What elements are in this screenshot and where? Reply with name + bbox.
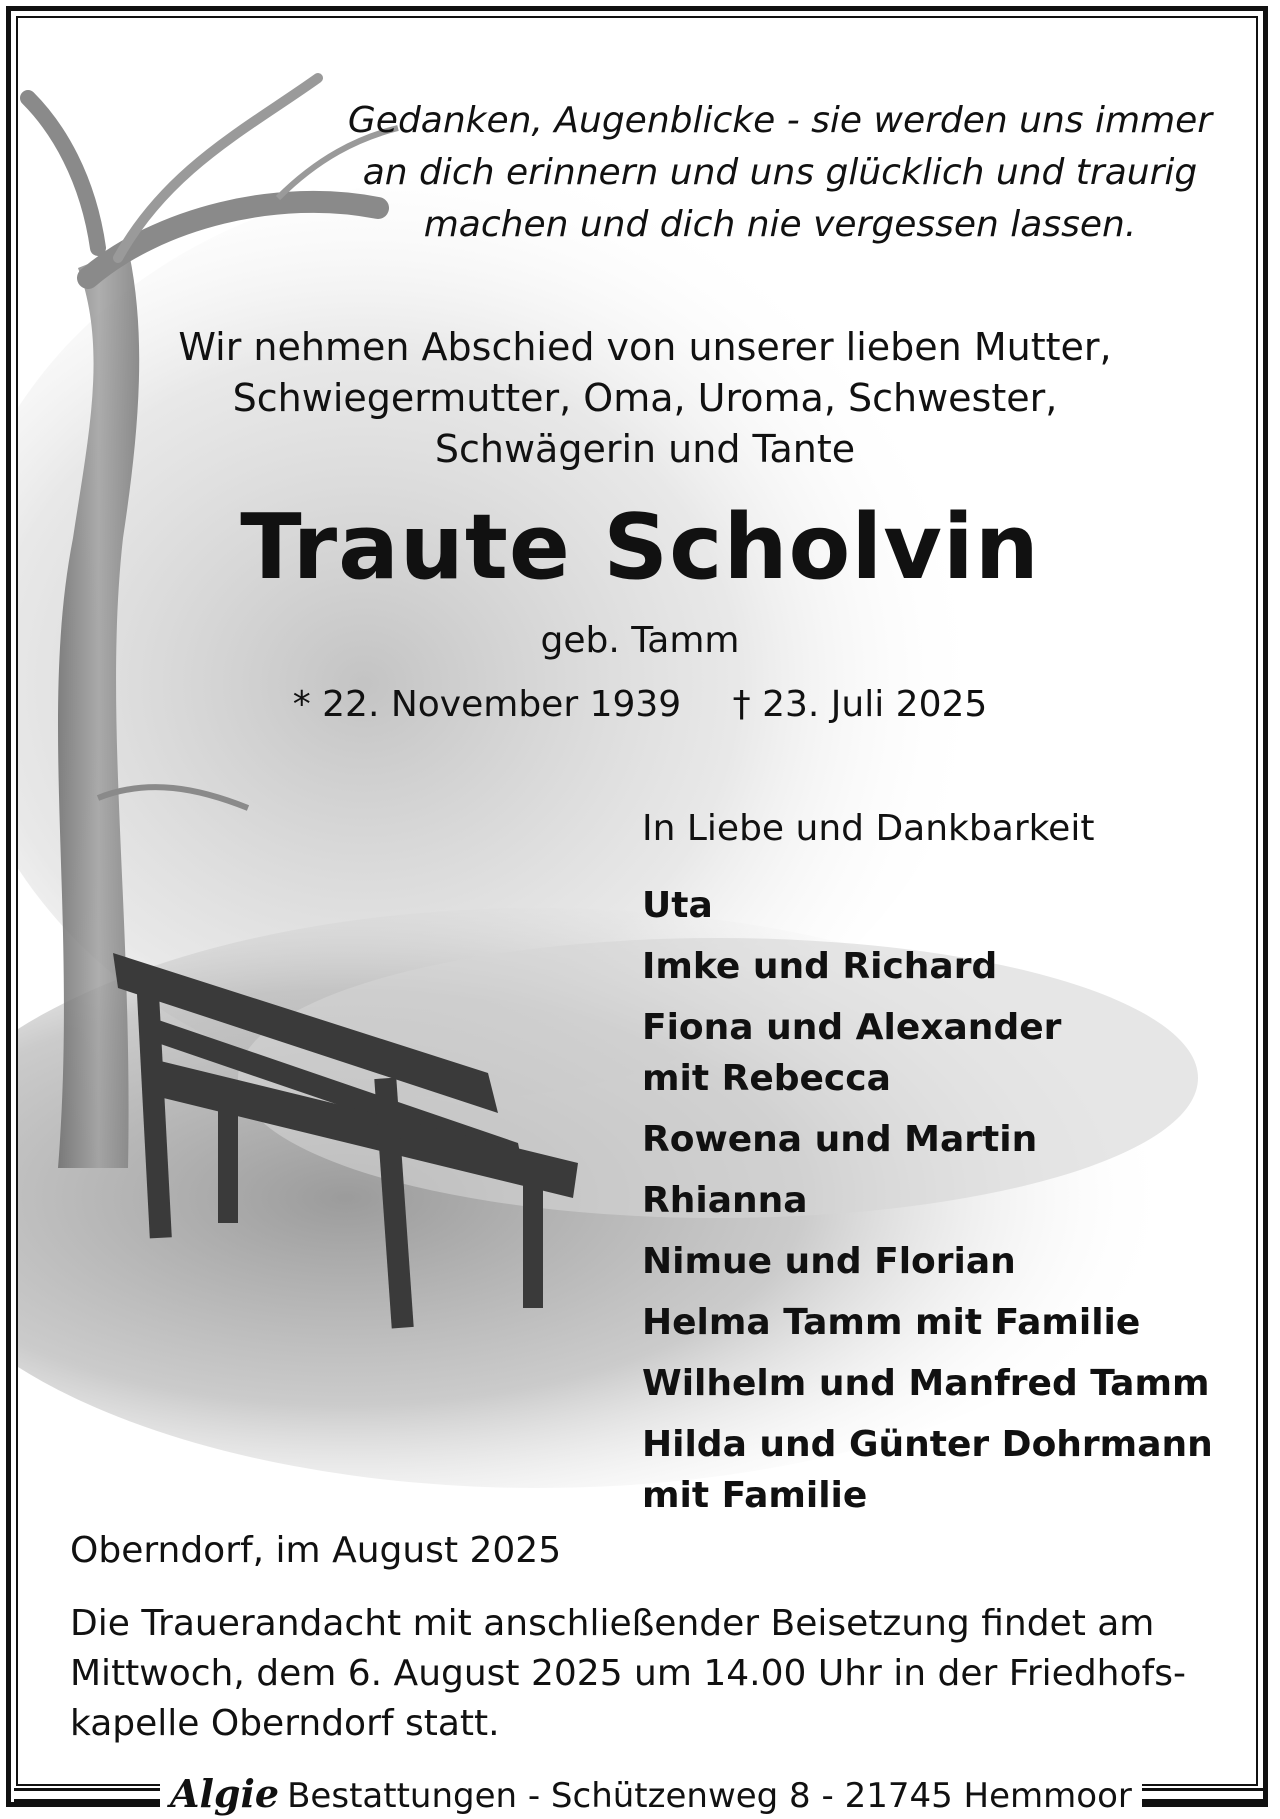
mourner-line: Fiona und Alexander bbox=[642, 1007, 1062, 1048]
birth-name: geb. Tamm bbox=[540, 620, 740, 661]
birth-date: * 22. November 1939 bbox=[292, 684, 682, 725]
quote-line: an dich erinnern und uns glücklich und traurig bbox=[362, 152, 1198, 193]
service-line: Mittwoch, dem 6. August 2025 um 14.00 Uhr in der Friedhofs- bbox=[70, 1653, 1186, 1694]
mourner-line: Uta bbox=[642, 885, 713, 926]
quote-line: machen und dich nie vergessen lassen. bbox=[423, 204, 1137, 245]
undertaker-address: Bestattungen - Schützenweg 8 - 21745 Hemmoor bbox=[287, 1776, 1132, 1816]
mourner-line: Rowena und Martin bbox=[642, 1119, 1038, 1160]
mourner-line: Hilda und Günter Dohrmann bbox=[642, 1424, 1213, 1465]
intro-line: Wir nehmen Abschied von unserer lieben Mutter, bbox=[178, 325, 1112, 369]
undertaker-footer bbox=[0, 1772, 1280, 1816]
life-dates bbox=[0, 684, 1280, 725]
service-line: Die Trauerandacht mit anschließender Beisetzung findet am bbox=[70, 1603, 1155, 1644]
undertaker-label bbox=[160, 1772, 1142, 1816]
quote-line: Gedanken, Augenblicke - sie werden uns immer bbox=[347, 100, 1213, 141]
mourner-line: Wilhelm und Manfred Tamm bbox=[642, 1363, 1210, 1404]
mourners-intro: In Liebe und Dankbarkeit bbox=[642, 808, 1095, 849]
service-line: kapelle Oberndorf statt. bbox=[70, 1703, 500, 1744]
service-notice bbox=[70, 1599, 1220, 1749]
farewell-intro bbox=[120, 322, 1170, 475]
mourner-line: mit Familie bbox=[642, 1475, 868, 1516]
mourner-line: Nimue und Florian bbox=[642, 1241, 1016, 1282]
death-date: † 23. Juli 2025 bbox=[732, 684, 988, 725]
memorial-quote bbox=[330, 95, 1230, 251]
intro-line: Schwiegermutter, Oma, Uroma, Schwester, bbox=[232, 376, 1058, 420]
mourner-line: Rhianna bbox=[642, 1180, 808, 1221]
mourner-line: mit Rebecca bbox=[642, 1058, 891, 1099]
intro-line: Schwägerin und Tante bbox=[434, 427, 856, 471]
undertaker-logo: Algie bbox=[170, 1771, 280, 1816]
place-and-date: Oberndorf, im August 2025 bbox=[70, 1530, 562, 1571]
mourner-line: Helma Tamm mit Familie bbox=[642, 1302, 1141, 1343]
mourners-list bbox=[642, 880, 1213, 1531]
mourner-line: Imke und Richard bbox=[642, 946, 998, 987]
deceased-name: Traute Scholvin bbox=[240, 495, 1040, 600]
